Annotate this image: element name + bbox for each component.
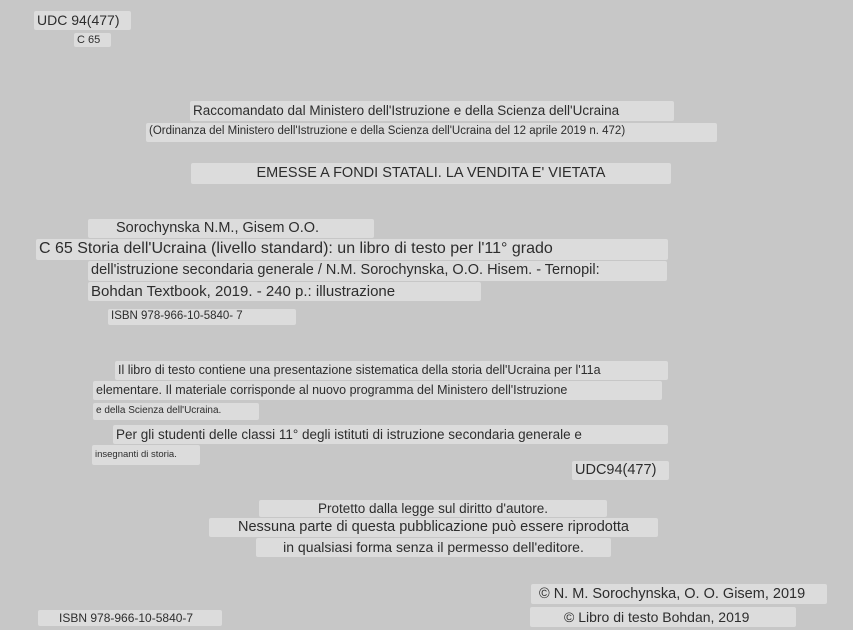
- copyright-authors: © N. M. Sorochynska, O. O. Gisem, 2019: [531, 584, 827, 604]
- abstract-line-1: Il libro di testo contiene una presentazione sistematica della storia dell'Ucraina per l'11a: [115, 361, 668, 380]
- udc-right: UDC94(477): [572, 461, 669, 480]
- footer-isbn: ISBN 978-966-10-5840-7: [38, 610, 222, 626]
- abstract-line-3: e della Scienza dell'Ucraina.: [93, 403, 259, 420]
- bibliography-line-2: dell'istruzione secondaria generale / N.M. Sorochynska, O.O. Hisem. - Ternopil:: [88, 261, 667, 281]
- copyright-notice-line-3: in qualsiasi forma senza il permesso dell'editore.: [256, 538, 611, 557]
- approval-line: Raccomandato dal Ministero dell'Istruzione e della Scienza dell'Ucraina: [190, 101, 674, 121]
- copyright-notice-line-2: Nessuna parte di questa pubblicazione può essere riprodotta: [209, 518, 658, 537]
- audience-line-2: insegnanti di storia.: [92, 445, 200, 465]
- abstract-line-2: elementare. Il materiale corrisponde al nuovo programma del Ministero dell'Istruzione: [93, 381, 662, 400]
- bibliography-authors: Sorochynska N.M., Gisem O.O.: [88, 219, 374, 238]
- copyright-notice-line-1: Protetto dalla legge sul diritto d'autore.: [259, 500, 607, 517]
- bibliography-line-1: C 65 Storia dell'Ucraina (livello standard): un libro di testo per l'11° grado: [36, 239, 668, 260]
- udc-header: UDC 94(477): [34, 11, 131, 30]
- copyright-publisher: © Libro di testo Bohdan, 2019: [530, 607, 796, 627]
- audience-line-1: Per gli studenti delle classi 11° degli istituti di istruzione secondaria generale e: [113, 425, 668, 444]
- approval-order-line: (Ordinanza del Ministero dell'Istruzione e della Scienza dell'Ucraina del 12 aprile 2019 n. 472): [146, 123, 717, 142]
- bibliography-line-3: Bohdan Textbook, 2019. - 240 p.: illustrazione: [88, 282, 481, 301]
- state-funds-notice: EMESSE A FONDI STATALI. LA VENDITA E' VIETATA: [191, 163, 671, 184]
- catalog-code: C 65: [74, 33, 111, 47]
- bibliography-isbn: ISBN 978-966-10-5840- 7: [108, 309, 296, 325]
